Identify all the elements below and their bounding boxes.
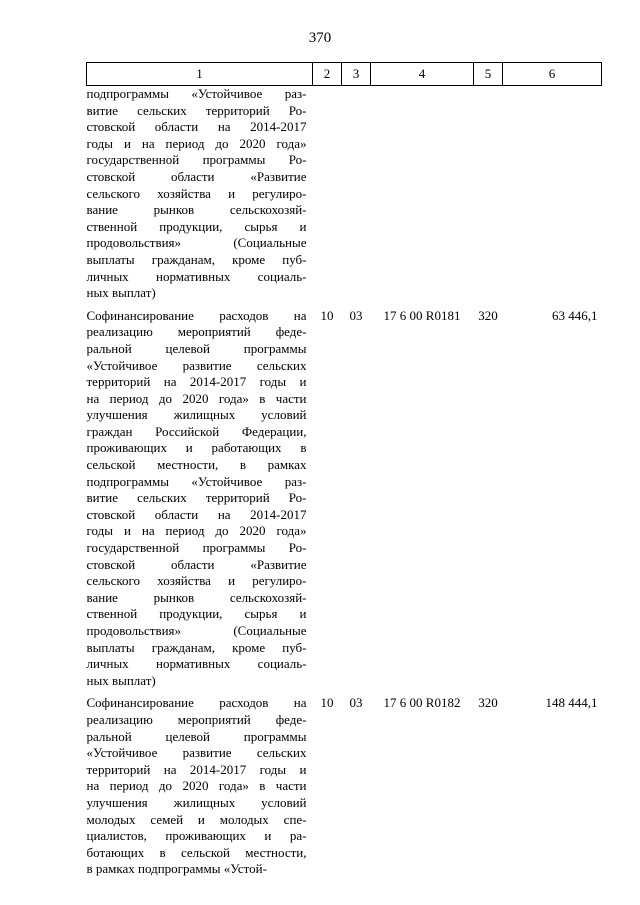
description-line: улучшения жилищных условий — [86, 407, 307, 423]
subsection-code: 03 — [349, 695, 363, 711]
header-col-5: 5 — [474, 63, 503, 86]
description-line: стовской области на 2014-2017 — [86, 506, 307, 522]
description-line: молодых семей и молодых спе- — [86, 811, 307, 827]
description-line: реализацию мероприятий феде- — [86, 324, 307, 340]
description-line: ральной целевой программы — [86, 340, 307, 356]
description-line: стовской области на 2014-2017 — [86, 119, 307, 135]
description-line: витие сельских территорий Ро- — [86, 102, 307, 118]
description-line: в рамках подпрограммы «Устой- — [86, 861, 267, 877]
expense-type-code — [474, 86, 503, 302]
description-line: проживающих и работающих в — [86, 440, 307, 456]
description-line: стовской области «Развитие — [86, 168, 307, 184]
subsection-code: 03 — [349, 307, 363, 323]
header-col-6: 6 — [503, 63, 602, 86]
description-line: годы и на период до 2020 года» — [86, 523, 307, 539]
header-col-3: 3 — [342, 63, 371, 86]
description-line: ственной продукции, сырья и — [86, 606, 307, 622]
description-line: Софинансирование расходов на — [86, 307, 307, 323]
target-article-code: 17 6 00 R0181 — [383, 307, 461, 323]
description-line: улучшения жилищных условий — [86, 794, 307, 810]
header-col-1: 1 — [87, 63, 313, 86]
row-description — [87, 302, 313, 690]
row-description — [87, 689, 313, 878]
description-line: ных выплат) — [86, 672, 156, 688]
description-line: территорий на 2014-2017 годы и — [86, 374, 307, 390]
description-line: выплаты гражданам, кроме пуб- — [86, 251, 307, 267]
description-line: реализацию мероприятий феде- — [86, 711, 307, 727]
amount-value — [503, 86, 602, 302]
table-row — [87, 689, 602, 878]
amount-value: 63 446,1 — [552, 307, 598, 323]
description-line: выплаты гражданам, кроме пуб- — [86, 639, 307, 655]
description-line: «Устойчивое развитие сельских — [86, 357, 307, 373]
description-line: вание рынков сельскохозяй- — [86, 202, 307, 218]
description-line: ственной продукции, сырья и — [86, 218, 307, 234]
amount-value: 148 444,1 — [545, 695, 598, 711]
expense-type-code: 320 — [478, 695, 498, 711]
page-number: 370 — [308, 30, 332, 46]
description-line: вание рынков сельскохозяй- — [86, 589, 307, 605]
description-line: ных выплат) — [86, 285, 156, 301]
description-line: Софинансирование расходов на — [86, 695, 307, 711]
table-row — [87, 302, 602, 690]
table-header-row — [87, 63, 602, 86]
description-line: циалистов, проживающих и ра- — [86, 828, 307, 844]
header-col-2: 2 — [313, 63, 342, 86]
section-code: 10 — [320, 307, 334, 323]
header-col-4: 4 — [371, 63, 474, 86]
description-line: сельского хозяйства и регулиро- — [86, 185, 307, 201]
description-line: витие сельских территорий Ро- — [86, 490, 307, 506]
description-line: на период до 2020 года» в части — [86, 390, 307, 406]
description-line: продовольствия» (Социальные — [86, 623, 307, 638]
description-line: сельского хозяйства и регулиро- — [86, 573, 307, 589]
section-code: 10 — [320, 695, 334, 711]
section-code — [313, 86, 342, 302]
description-line: «Устойчивое развитие сельских — [86, 745, 307, 761]
table-body — [87, 86, 602, 878]
description-line: подпрограммы «Устойчивое раз- — [86, 86, 307, 101]
description-line: граждан Российской Федерации, — [86, 423, 307, 439]
description-line: государственной программы Ро- — [86, 540, 307, 556]
description-line: стовской области «Развитие — [86, 556, 307, 572]
table-row — [87, 86, 602, 302]
row-description — [87, 86, 313, 302]
description-line: личных нормативных социаль- — [86, 656, 307, 672]
description-line: сельской местности, в рамках — [86, 457, 307, 473]
target-article-code — [371, 86, 474, 302]
expense-type-code: 320 — [478, 307, 498, 323]
description-line: государственной программы Ро- — [86, 152, 307, 168]
description-line: личных нормативных социаль- — [86, 268, 307, 284]
description-line: на период до 2020 года» в части — [86, 778, 307, 794]
subsection-code — [342, 86, 371, 302]
description-line: подпрограммы «Устойчивое раз- — [86, 473, 307, 489]
description-line: продовольствия» (Социальные — [86, 235, 307, 251]
description-line: территорий на 2014-2017 годы и — [86, 761, 307, 777]
budget-table — [86, 62, 602, 878]
description-line: годы и на период до 2020 года» — [86, 135, 307, 151]
target-article-code: 17 6 00 R0182 — [383, 695, 461, 711]
description-line: ботающих в сельской местности, — [86, 844, 307, 860]
description-line: ральной целевой программы — [86, 728, 307, 744]
